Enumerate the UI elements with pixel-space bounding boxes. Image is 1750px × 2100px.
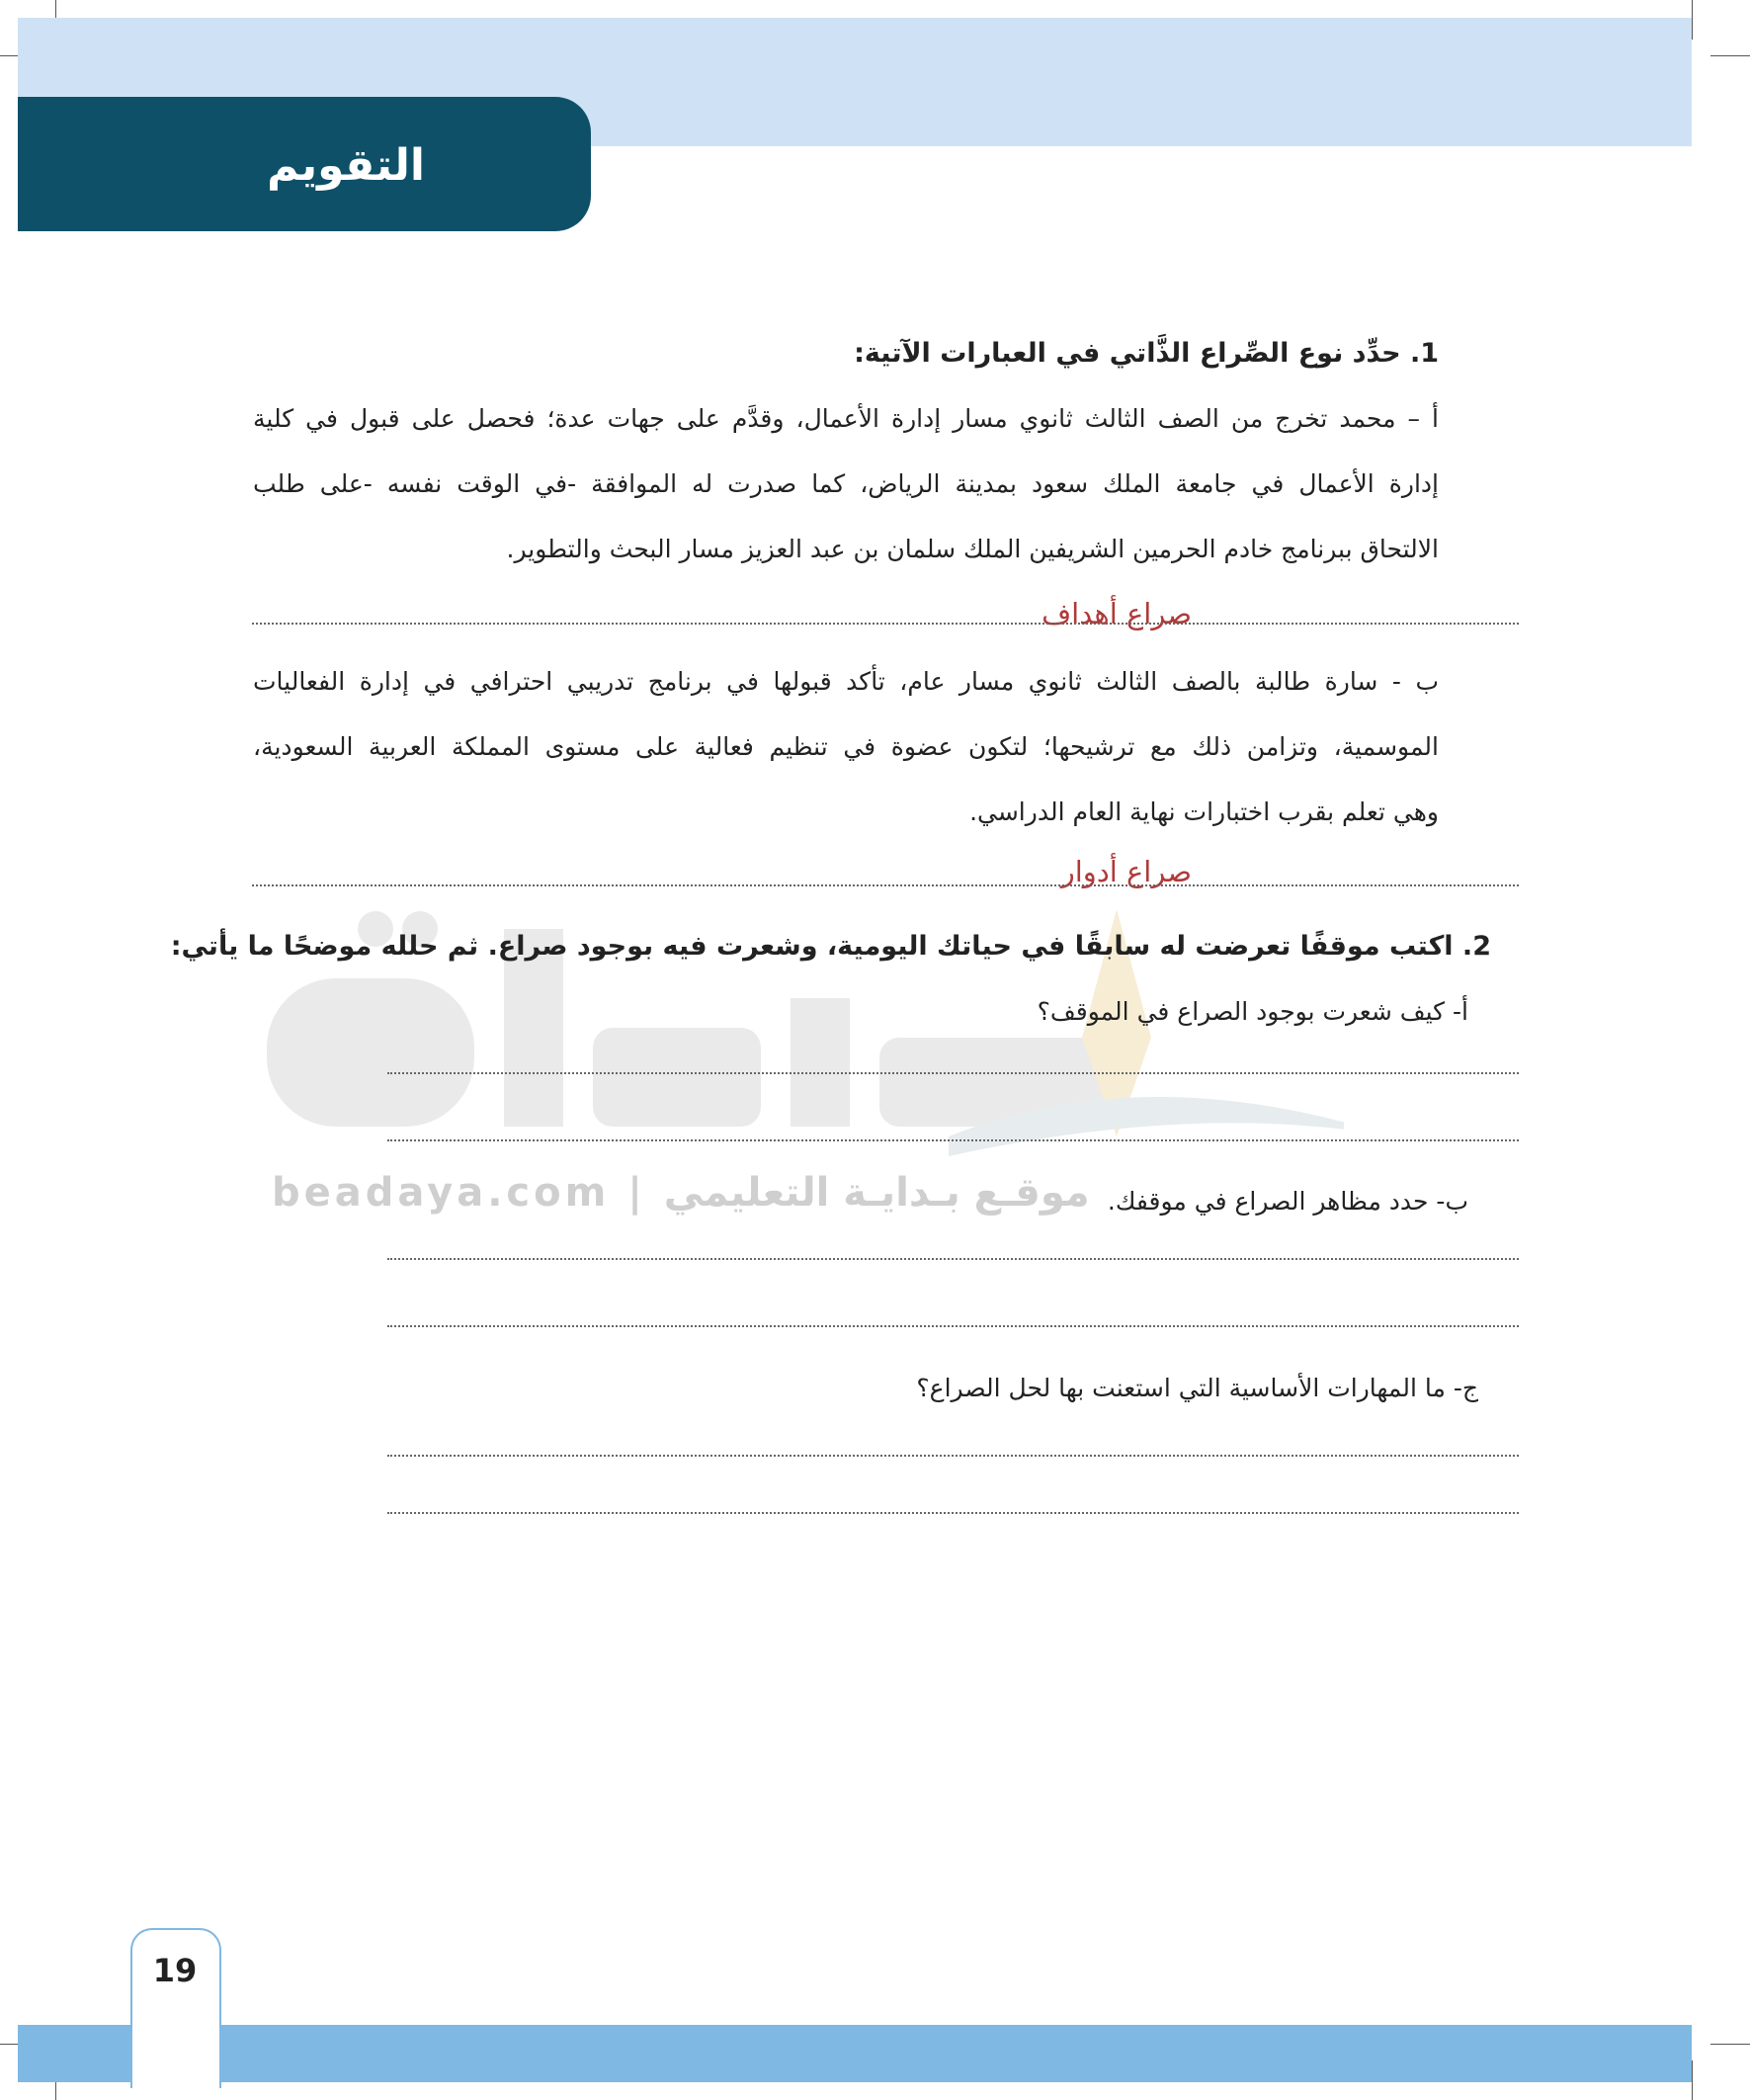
- question-1a-line: أ – محمد تخرج من الصف الثالث ثانوي مسار إدارة الأعمال، وقدَّم على جهات عدة؛ فحصل على قبول في كلية: [253, 404, 1439, 433]
- page-number: 19: [152, 1952, 198, 1989]
- page-title: التقويم: [267, 140, 425, 191]
- answer-line[interactable]: [252, 623, 1519, 625]
- answer-line[interactable]: [387, 1139, 1519, 1141]
- question-2a: أ- كيف شعرت بوجود الصراع في الموقف؟: [1037, 997, 1468, 1026]
- question-1a-line: إدارة الأعمال في جامعة الملك سعود بمدينة الرياض، كما صدرت له الموافقة -في الوقت نفسه -على طلب: [253, 469, 1439, 498]
- question-1b-line: الموسمية، وتزامن ذلك مع ترشيحها؛ لتكون عضوة في تنظيم فعالية على مستوى المملكة العربية السعودية،: [253, 732, 1439, 761]
- crop-mark: [1692, 0, 1693, 40]
- question-2b: ب- حدد مظاهر الصراع في موقفك.: [1107, 1187, 1468, 1216]
- question-1b-line: ب - سارة طالبة بالصف الثالث ثانوي مسار عام، تأكد قبولها في برنامج تدريبي احترافي في إدارة الفعاليات: [253, 667, 1439, 696]
- question-1-heading: 1. حدِّد نوع الصِّراع الذَّاتي في العبارات الآتية:: [854, 338, 1439, 369]
- crop-mark: [1692, 2060, 1693, 2100]
- question-2-heading: 2. اكتب موقفًا تعرضت له سابقًا في حياتك اليومية، وشعرت فيه بوجود صراع. ثم حلله موضحًا ما يأتي:: [170, 931, 1491, 962]
- answer-1b: صراع أدوار: [1060, 855, 1192, 888]
- answer-line[interactable]: [387, 1072, 1519, 1074]
- answer-line[interactable]: [387, 1325, 1519, 1327]
- question-1b-line: وهي تعلم بقرب اختبارات نهاية العام الدراسي.: [969, 798, 1439, 826]
- answer-line[interactable]: [387, 1455, 1519, 1457]
- watermark-caption: beadaya.com | موقـع بـدايـة التعليمي: [272, 1170, 1090, 1216]
- answer-line[interactable]: [252, 884, 1519, 886]
- question-2c: ج- ما المهارات الأساسية التي استعنت بها لحل الصراع؟: [916, 1374, 1478, 1402]
- footer-band: [18, 2025, 1692, 2082]
- answer-line[interactable]: [387, 1258, 1519, 1260]
- crop-mark: [1710, 55, 1750, 56]
- answer-1a: صراع أهداف: [1042, 597, 1192, 630]
- crop-mark: [1710, 2044, 1750, 2045]
- question-1a-line: الالتحاق ببرنامج خادم الحرمين الشريفين الملك سلمان بن عبد العزيز مسار البحث والتطوير.: [506, 535, 1439, 563]
- answer-line[interactable]: [387, 1512, 1519, 1514]
